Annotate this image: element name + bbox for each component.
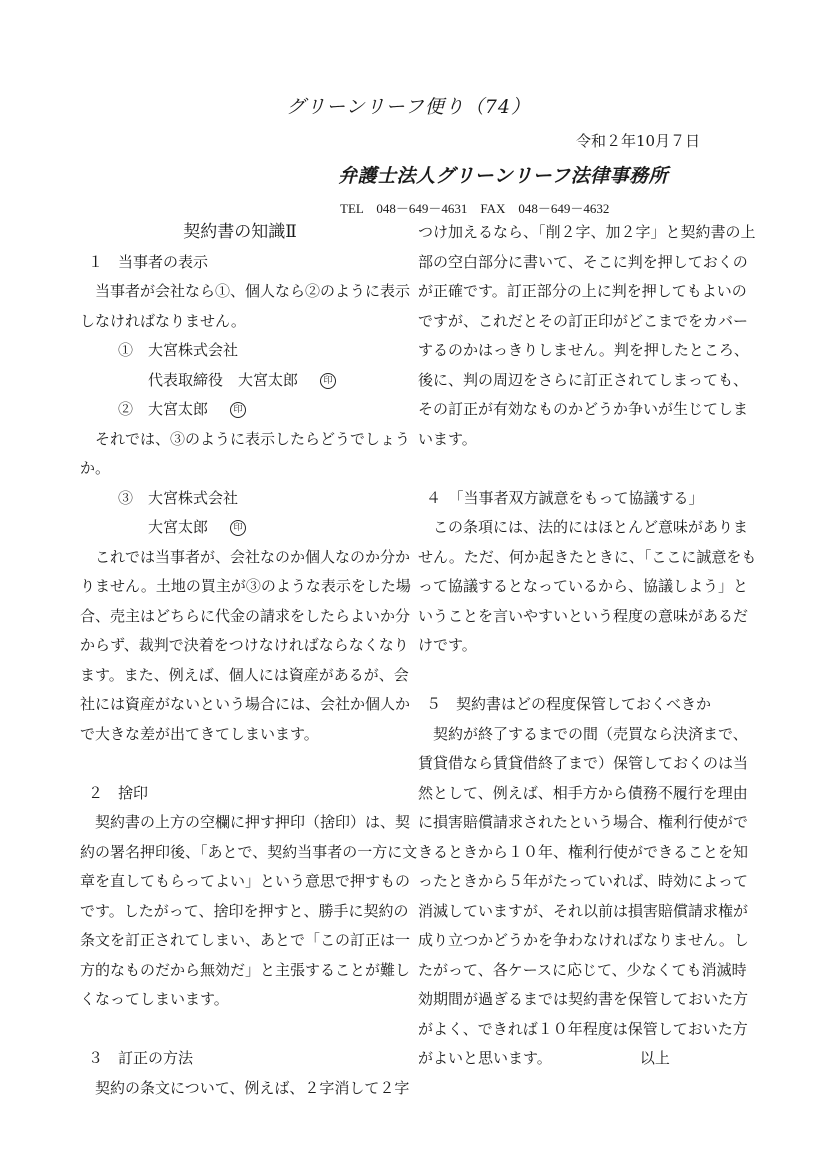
paragraph-line: きるときから１０年、権利行使ができることを知 [418,842,749,861]
paragraph-line: 契約の条文について、例えば、２字消して２字 [95,1078,410,1097]
paragraph-line: つけ加えるなら、「削２字、加２字」と契約書の上 [418,223,756,241]
seal-mark: 印 [230,402,246,418]
paragraph-line: 当事者が会社なら①、個人なら②のように表示 [95,282,411,300]
paragraph-line: いうことを言いやすいという程度の意味があるだ [418,606,749,625]
paragraph-line: りません。土地の買主が③のような表示をした場 [80,577,411,595]
paragraph-line: それでは、③のように表示したらどうでしょう [95,429,411,448]
paragraph-line: これでは当事者が、会社なのか個人なのか分か [95,547,411,566]
paragraph-line: 賃貸借なら賃貸借終了まで）保管しておくのは当 [418,754,749,772]
section-3-title: ３ 訂正の方法 [88,1049,194,1067]
contact-numbers: TEL 048－649－4631 FAX 048－649－4632 [340,201,610,216]
paragraph-line: ます。また、例えば、個人には資産があるが、会 [80,665,409,684]
paragraph-line: 後に、判の周辺をさらに訂正されてしまっても、 [418,370,749,389]
issue-date: 令和２年10月７日 [576,132,701,150]
closing-mark: 以上 [639,1049,670,1067]
paragraph-line: からず、裁判で決着をつけなければならなくなり [80,636,409,654]
paragraph-line: 部の空白部分に書いて、そこに判を押しておくの [418,252,748,271]
paragraph-line: その訂正が有効なものかどうか争いが生じてしま [418,400,749,418]
section-4-title: ４ 「当事者双方誠意をもって協議する」 [426,488,704,507]
paragraph-line: 効期間が過ぎるまでは契約書を保管しておいた方 [418,990,749,1008]
spacer [418,661,738,691]
paragraph-line: 約の署名押印後、「あとで、契約当事者の一方に文 [80,842,418,861]
paragraph-line: います。 [418,429,477,448]
paragraph-line: 方的なものだから無効だ」と主張することが難し [80,960,411,979]
paragraph-line: するのかはっきりしません。判を押したところ、 [418,341,749,359]
paragraph-line: がよく、できれば１０年程度は保管しておいた方 [418,1019,748,1038]
section-5-title: ５ 契約書はどの程度保管しておくべきか [426,695,712,713]
paragraph-line: たがって、各ケースに応じて、少なくても消滅時 [418,960,747,979]
paragraph-line: 消滅していますが、それ以前は損害賠償請求権が [418,901,749,920]
article-heading: 契約書の知識Ⅱ [183,222,297,242]
paragraph-line: 成り立つかどうかを争わなければなりません。し [418,931,749,949]
paragraph-line: 契約書の上方の空欄に押す押印（捨印）は、契 [95,813,411,831]
spacer [418,454,738,484]
paragraph-line: が正確です。訂正部分の上に判を押してもよいの [418,282,747,300]
paragraph-line: 合、売主はどちらに代金の請求をしたらよいか分 [80,606,411,625]
paragraph-line: です。したがって、捨印を押すと、勝手に契約の [80,901,409,920]
paragraph-line: この条項には、法的にはほとんど意味がありま [433,518,749,536]
firm-name: 弁護士法人グリーンリーフ法律事務所 [338,165,669,187]
paragraph-line: 契約が終了するまでの間（売買なら決済まで、 [433,724,748,743]
paragraph-line: せん。ただ、何か起きたときに、「ここに誠意をも [418,547,757,566]
seal-mark: 印 [230,520,246,536]
example-1-company: ① 大宮株式会社 [118,341,239,359]
section-2-title: ２ 捨印 [88,783,149,802]
individual-name: ② 大宮太郎 [118,400,209,418]
paragraph-line: けです。 [418,636,477,654]
example-1-representative [80,366,400,396]
example-3-name [80,513,400,543]
paragraph-line: 条文を訂正されてしまい、あとで「この訂正は一 [80,931,411,949]
paragraph-line: くなってしまいます。 [80,990,229,1008]
paragraph-line: 章を直してもらってよい」という意思で押すもの [80,872,411,890]
right-column [418,218,757,1074]
paragraph-line: しなければなりません。 [80,311,246,330]
paragraph-line: 社には資産がないという場合には、会社か個人か [80,695,411,713]
name-text: 大宮太郎 [148,518,209,536]
example-2-individual [80,395,400,425]
spacer [80,749,400,779]
paragraph-line: に損害賠償請求されたという場合、権利行使がで [418,813,749,831]
paragraph-line: か。 [80,459,111,477]
paragraph-line: ですが、これだとその訂正印がどこまでをカバー [418,311,749,330]
newsletter-title: グリーンリーフ便り（74） [286,96,531,118]
example-3-company: ③ 大宮株式会社 [118,488,239,507]
seal-mark: 印 [320,373,336,389]
paragraph-line: で大きな差が出てきてしまいます。 [80,724,319,743]
paragraph-line: 然として、例えば、相手方から債務不履行を理由 [418,783,748,802]
paragraph-end: がよいと思います。 [418,1049,552,1067]
section-1-title: １ 当事者の表示 [88,252,209,271]
paragraph-line: って協議するとなっているから、協議しよう」と [418,577,749,595]
closing-line [418,1044,738,1074]
left-column [80,218,418,1103]
representative-name: 代表取締役 大宮太郎 [148,370,299,389]
paragraph-line: ったときから５年がたっていれば、時効によって [418,872,749,890]
spacer [80,1015,400,1045]
